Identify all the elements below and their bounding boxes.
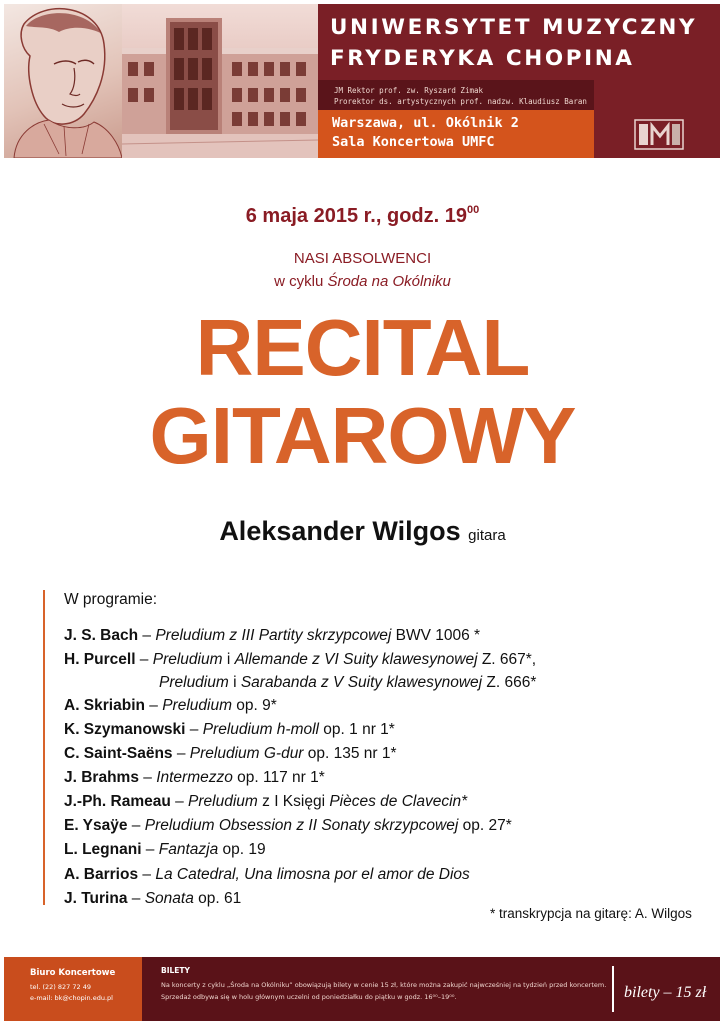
work-title: Preludium (159, 674, 229, 691)
prorector-text: Prorektor ds. artystycznych prof. nadzw. Klaudiusz Baran (334, 97, 587, 106)
series-prefix: w cyklu (274, 273, 328, 290)
work-catalog: op. 135 nr 1* (303, 745, 397, 762)
tickets-info-line1: Na koncerty z cyklu „Środa na Okólniku” obowiązują bilety w cenie 15 zł, które można zakupić najwcześniej na tydzień przed koncertem. (161, 981, 607, 989)
program-item (64, 793, 467, 811)
program-item (64, 651, 536, 669)
university-building-image (122, 4, 318, 158)
recital-title-line2: GITAROWY (149, 391, 576, 480)
dash: – (170, 793, 189, 810)
event-date-text: 6 maja 2015 r., godz. 19 (245, 205, 467, 227)
umfc-logo-icon (634, 118, 684, 151)
program-item (64, 890, 241, 908)
recital-title-line1: RECITAL (195, 303, 530, 392)
work-title: Preludium (152, 651, 223, 668)
rector-text: JM Rektor prof. zw. Ryszard Zimak (334, 86, 484, 95)
work-title: Intermezzo (156, 769, 233, 786)
work-catalog: op. 9* (231, 697, 277, 714)
work-title: Preludium z III Partity skrzypcowej (155, 627, 392, 644)
composer: A. Skriabin (64, 697, 145, 714)
dash: – (127, 890, 145, 907)
transcription-note: * transkrypcja na gitarę: A. Wilgos (490, 906, 692, 921)
program-item (64, 627, 480, 645)
address-street: Warszawa, ul. Okólnik 2 (332, 115, 519, 131)
program-item (64, 745, 397, 763)
series-label: NASI ABSOLWENCI (293, 250, 432, 267)
work-title: Fantazja (158, 841, 219, 858)
connector: i (228, 674, 241, 691)
work-title: Sarabanda z V Suity klawesynowej (240, 674, 483, 691)
composer: K. Szymanowski (64, 721, 186, 738)
dash: – (138, 769, 157, 786)
footer-divider (612, 966, 614, 1012)
ticket-price: bilety – 15 zł (624, 984, 707, 1001)
work-catalog: BWV 1006 * (391, 627, 481, 644)
dash: – (138, 866, 156, 883)
tickets-heading: BILETY (161, 966, 190, 975)
dash: – (144, 697, 163, 714)
connector: z I Księgi (257, 793, 330, 810)
program-item (64, 817, 512, 835)
performer-name: Aleksander Wilgos (219, 516, 461, 546)
event-time-minutes: 00 (466, 204, 480, 216)
composer: J. S. Bach (64, 627, 139, 644)
work-title: Allemande z VI Suity klawesynowej (234, 651, 478, 668)
program-rule (43, 590, 45, 905)
university-name-line1: UNIWERSYTET MUZYCZNY (330, 15, 698, 40)
university-name (330, 12, 710, 74)
box-office-email[interactable]: e-mail: bk@chopin.edu.pl (30, 994, 113, 1002)
dash: – (172, 745, 190, 762)
box-office-title: Biuro Koncertowe (30, 968, 116, 978)
composer: L. Legnani (64, 841, 142, 858)
work-catalog: op. 19 (218, 841, 266, 858)
address-hall: Sala Koncertowa UMFC (332, 134, 495, 150)
dash: – (138, 627, 156, 644)
event-date (0, 204, 725, 228)
series-cycle (0, 273, 725, 290)
dash: – (135, 651, 153, 668)
work-title: Preludium G-dur (189, 745, 304, 762)
work-title: Preludium (188, 793, 258, 810)
dash: – (127, 817, 145, 834)
work-title: Preludium Obsession z II Sonaty skrzypcowej (144, 817, 459, 834)
program-item (64, 721, 395, 739)
work-catalog: op. 1 nr 1* (319, 721, 395, 738)
work-title: Preludium (162, 697, 232, 714)
performer (0, 516, 725, 547)
dash: – (141, 841, 159, 858)
composer: C. Saint-Saëns (64, 745, 173, 762)
composer: J. Brahms (64, 769, 139, 786)
work-title: Preludium h-moll (202, 721, 319, 738)
work-title: Sonata (144, 890, 194, 907)
program-item (64, 697, 277, 715)
composer: A. Barrios (64, 866, 139, 883)
composer: J.-Ph. Rameau (64, 793, 171, 810)
work-catalog: Z. 666* (482, 674, 537, 691)
work-catalog: op. 61 (193, 890, 242, 907)
series-name: Środa na Okólniku (327, 273, 451, 290)
work-catalog: op. 117 nr 1* (232, 769, 325, 786)
performer-instrument: gitara (468, 527, 506, 544)
program-item (64, 866, 470, 884)
program-heading: W programie: (64, 591, 158, 608)
dash: – (185, 721, 203, 738)
composer: E. Ysaÿe (64, 817, 128, 834)
program-item (159, 674, 536, 692)
box-office-phone: tel. (22) 827 72 49 (30, 983, 91, 991)
program-item (64, 841, 266, 859)
connector: i (222, 651, 235, 668)
university-name-line2: FRYDERYKA CHOPINA (330, 46, 635, 71)
work-title: Pièces de Clavecin* (329, 793, 468, 810)
program-item (64, 769, 325, 787)
composer: H. Purcell (64, 651, 136, 668)
composer: J. Turina (64, 890, 128, 907)
chopin-portrait-image (4, 4, 122, 158)
work-catalog: Z. 667*, (477, 651, 537, 668)
work-catalog: op. 27* (458, 817, 512, 834)
work-title: La Catedral, Una limosna por el amor de Dios (155, 866, 470, 883)
tickets-info-line2: Sprzedaż odbywa się w holu głównym uczelni od poniedziałku do piątku w godz. 16⁰⁰–19⁰⁰. (161, 993, 457, 1001)
